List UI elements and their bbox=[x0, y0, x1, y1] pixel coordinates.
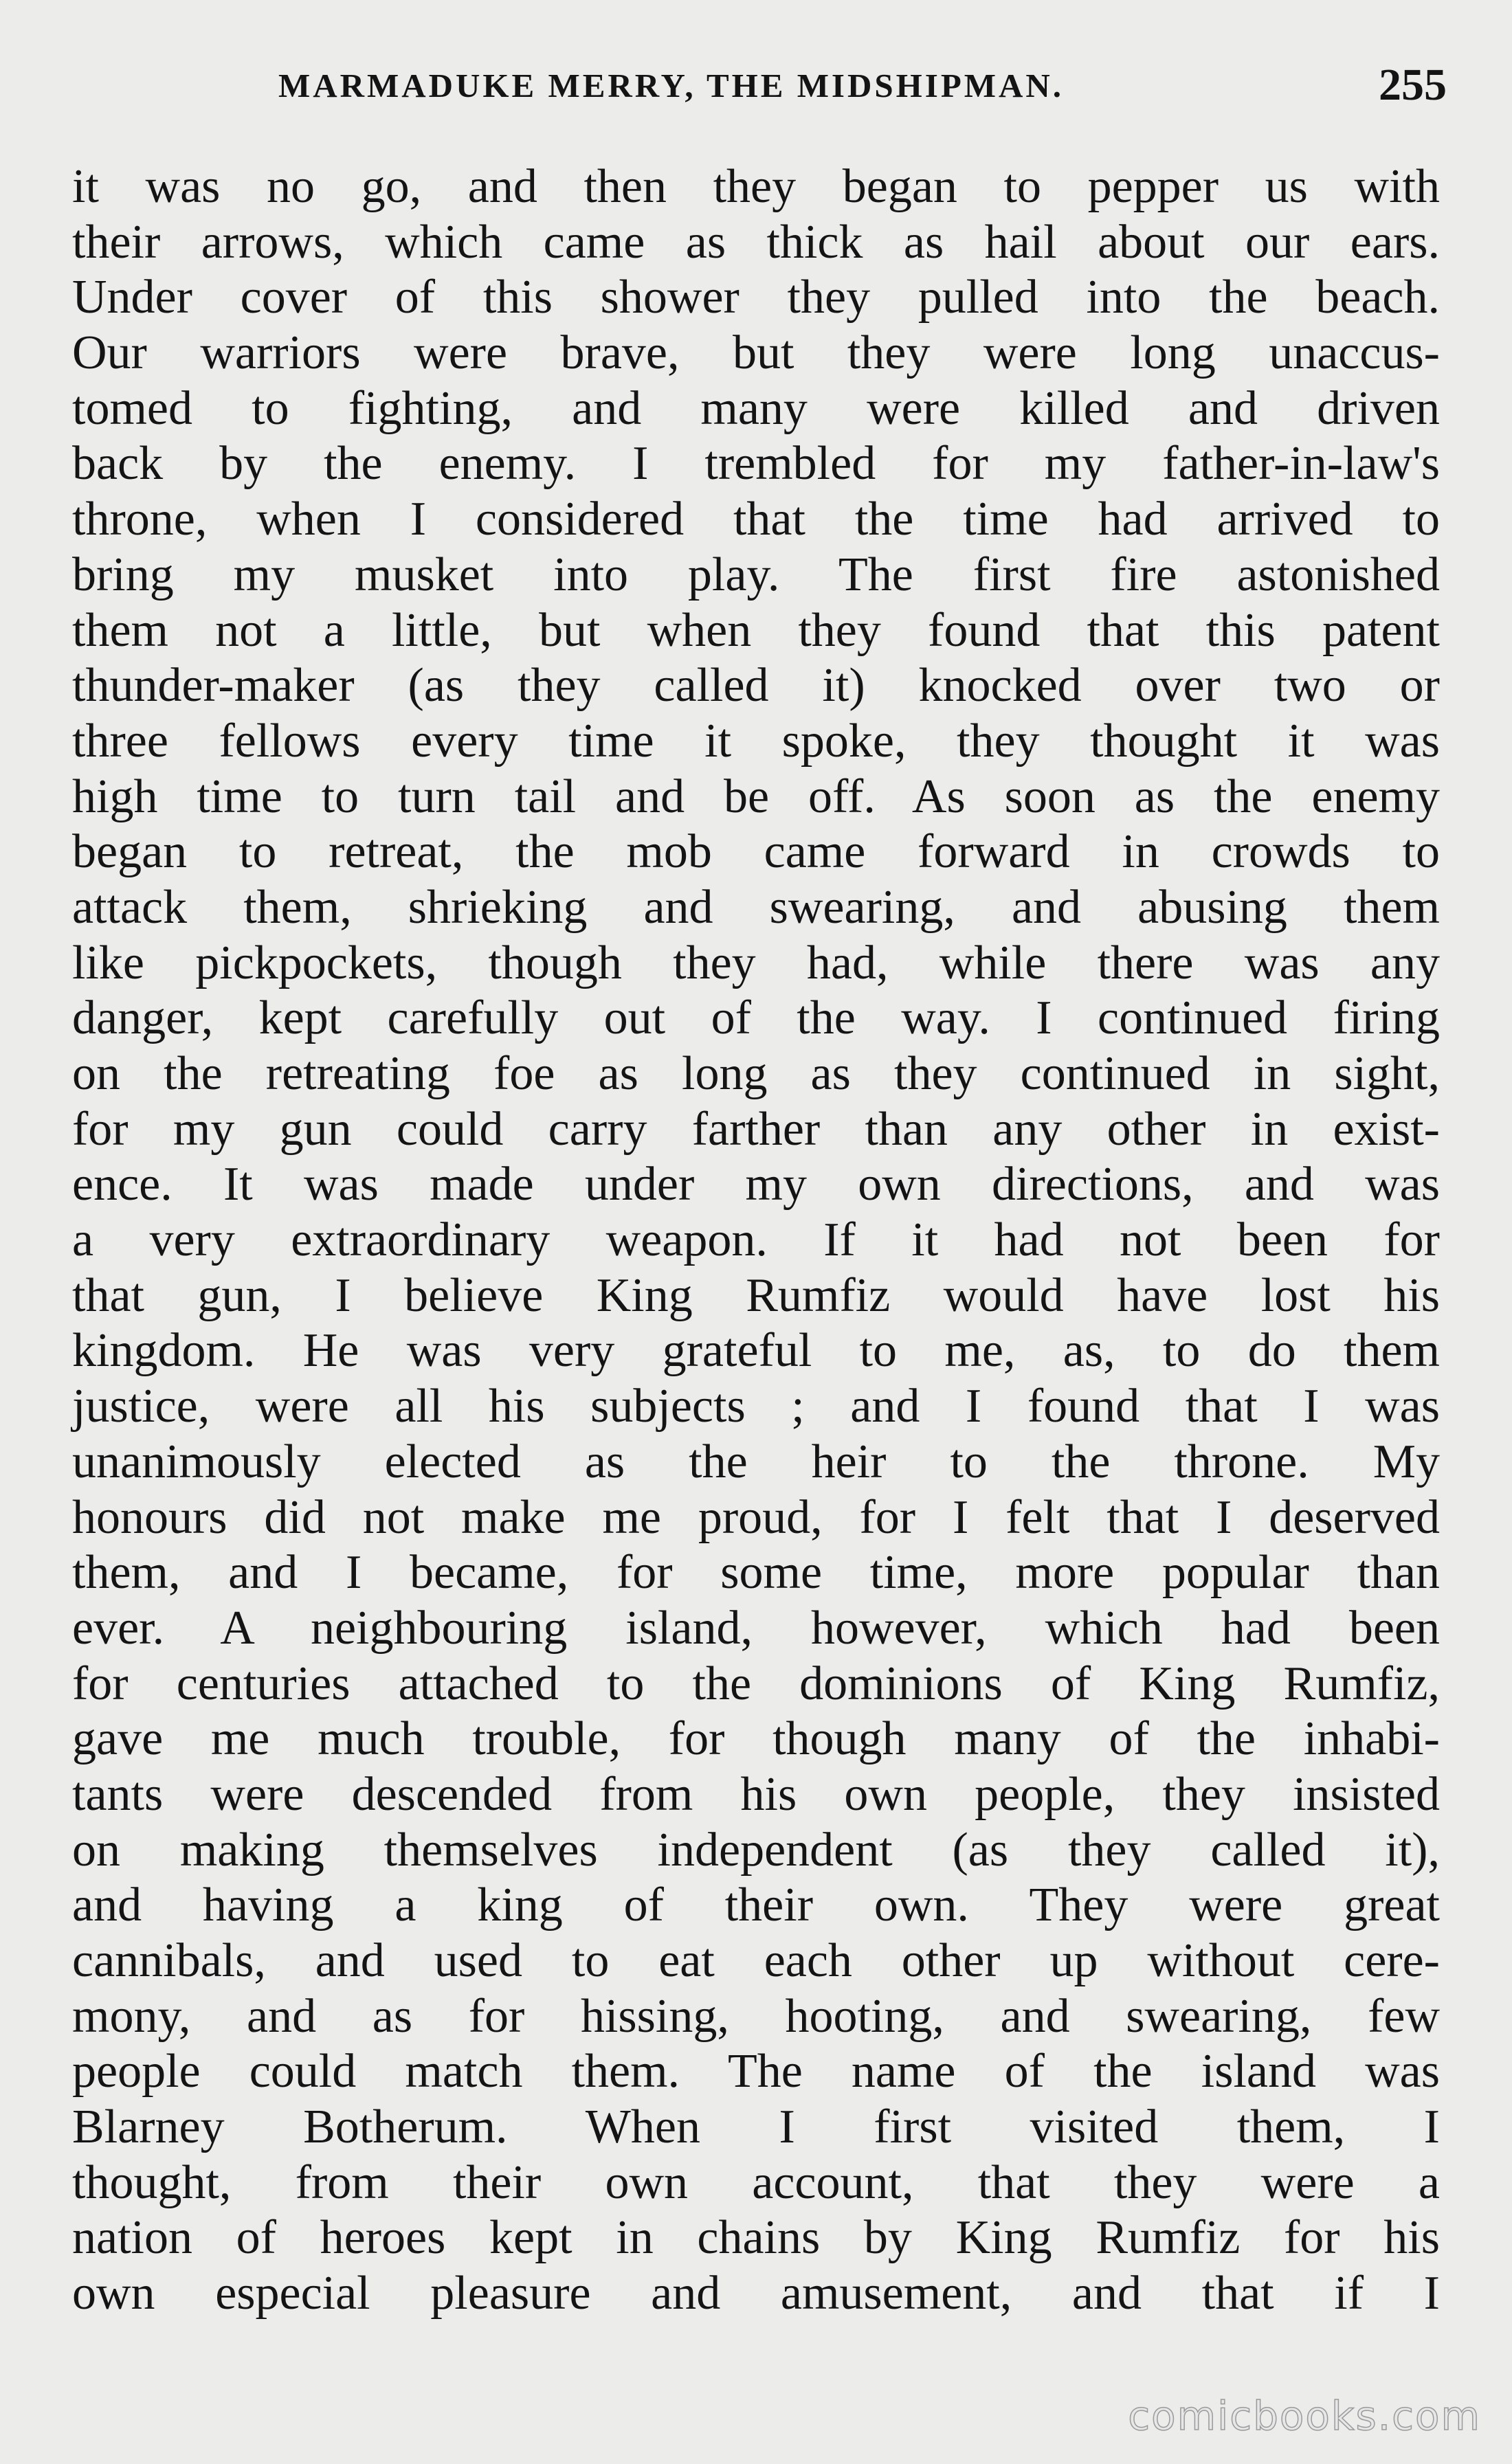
text-line: own especial pleasure and amusement, and that if I bbox=[72, 2267, 1440, 2320]
text-line: them not a little, but when they found that this patent bbox=[72, 603, 1440, 657]
text-line: attack them, shrieking and swearing, and abusing them bbox=[72, 880, 1440, 934]
text-line: on making themselves independent (as they called it), bbox=[72, 1823, 1440, 1877]
text-line: thunder-maker (as they called it) knocked over two or bbox=[72, 659, 1440, 713]
text-line: tants were descended from his own people, they insisted bbox=[72, 1767, 1440, 1821]
text-line: them, and I became, for some time, more popular than bbox=[72, 1546, 1440, 1600]
text-line: a very extraordinary weapon. If it had not been for bbox=[72, 1213, 1440, 1267]
text-line: began to retreat, the mob came forward in crowds to bbox=[72, 825, 1440, 879]
running-title: MARMADUKE MERRY, THE MIDSHIPMAN. bbox=[278, 67, 1065, 104]
text-line: honours did not make me proud, for I felt that I deserved bbox=[72, 1490, 1440, 1544]
text-line: ever. A neighbouring island, however, which had been bbox=[72, 1601, 1440, 1655]
body-text bbox=[72, 159, 1440, 2322]
text-line: Blarney Botherum. When I first visited them, I bbox=[72, 2101, 1440, 2154]
text-line: nation of heroes kept in chains by King Rumfiz for his bbox=[72, 2211, 1440, 2265]
text-line: back by the enemy. I trembled for my father-in-law's bbox=[72, 437, 1440, 491]
text-line: tomed to fighting, and many were killed and driven bbox=[72, 381, 1440, 435]
text-line: kingdom. He was very grateful to me, as, to do them bbox=[72, 1324, 1440, 1378]
text-line: thought, from their own account, that they were a bbox=[72, 2155, 1440, 2209]
text-line: and having a king of their own. They were great bbox=[72, 1879, 1440, 1932]
text-line: that gun, I believe King Rumfiz would have lost his bbox=[72, 1268, 1440, 1322]
text-line: mony, and as for hissing, hooting, and swearing, few bbox=[72, 1989, 1440, 2043]
page-header bbox=[72, 60, 1447, 122]
text-line: high time to turn tail and be off. As soon as the enemy bbox=[72, 770, 1440, 823]
text-line: throne, when I considered that the time had arrived to bbox=[72, 493, 1440, 546]
text-line: Under cover of this shower they pulled into the beach. bbox=[72, 271, 1440, 324]
text-line: cannibals, and used to eat each other up without cere- bbox=[72, 1934, 1440, 1987]
watermark: comicbooks.com bbox=[1128, 2393, 1481, 2439]
text-line: gave me much trouble, for though many of the inhabi- bbox=[72, 1712, 1440, 1766]
text-line: ence. It was made under my own directions, and was bbox=[72, 1158, 1440, 1211]
text-line: it was no go, and then they began to pepper us with bbox=[72, 160, 1440, 213]
text-line: for my gun could carry farther than any other in exist- bbox=[72, 1102, 1440, 1156]
text-line: bring my musket into play. The first fire astonished bbox=[72, 548, 1440, 601]
text-line: like pickpockets, though they had, while there was any bbox=[72, 936, 1440, 989]
text-line: justice, were all his subjects ; and I found that I was bbox=[72, 1380, 1440, 1433]
text-line: Our warriors were brave, but they were long unaccus- bbox=[72, 326, 1440, 380]
text-line: on the retreating foe as long as they continued in sight, bbox=[72, 1047, 1440, 1100]
text-line: danger, kept carefully out of the way. I continued firing bbox=[72, 992, 1440, 1045]
text-line: their arrows, which came as thick as hail about our ears. bbox=[72, 215, 1440, 269]
page-number: 255 bbox=[1379, 60, 1447, 110]
text-line: unanimously elected as the heir to the throne. My bbox=[72, 1435, 1440, 1488]
text-line: three fellows every time it spoke, they thought it was bbox=[72, 714, 1440, 768]
text-line: for centuries attached to the dominions of King Rumfiz, bbox=[72, 1657, 1440, 1710]
text-line: people could match them. The name of the island was bbox=[72, 2045, 1440, 2098]
